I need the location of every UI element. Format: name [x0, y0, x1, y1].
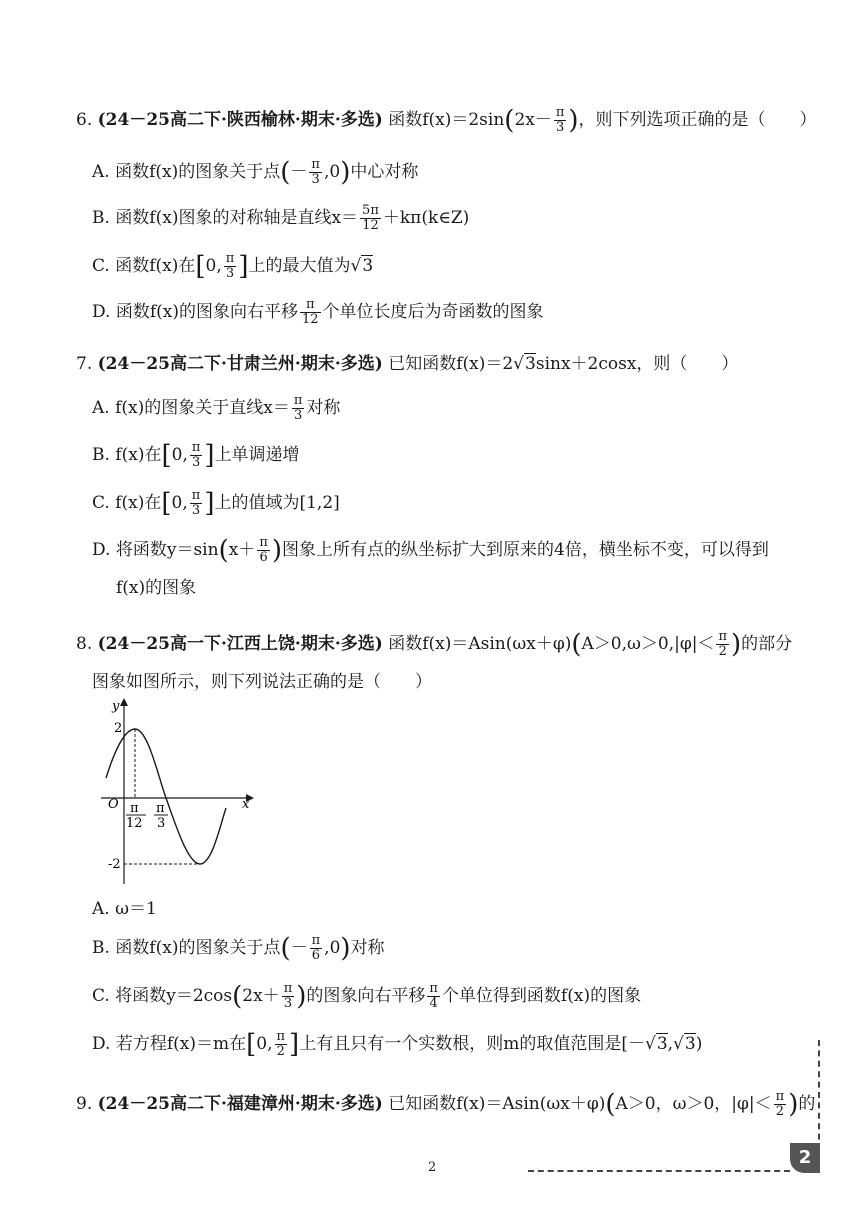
origin-label: O: [108, 797, 119, 812]
q6-option-d: D. 函数f(x)的图象向右平移 $\frac{\pi}{12}$ 个单位长度后为奇函数的图象: [92, 297, 544, 327]
q6-option-b: B. 函数f(x)图象的对称轴是直线x＝ $\frac{5\pi}{12}$ ＋kπ(k∈Z): [92, 203, 470, 233]
tick-pi12-num: π: [130, 801, 139, 816]
q8-stem: 8. (24－25高一下·江西上饶·期末·多选) 函数f(x)＝Asin(ωx＋φ)(A＞0,ω＞0,|φ|＜ $\frac{\pi}{2}$ )的部分: [76, 629, 793, 660]
q6-option-a: A. 函数f(x)的图象关于点(－ $\frac{\pi}{3}$ ,0)中心对称: [92, 157, 419, 188]
q7-option-d: D. 将函数y＝sin(x＋ $\frac{\pi}{6}$ )图象上所有点的纵坐标扩大到原来的4倍，横坐标不变，可以得到: [92, 535, 769, 566]
q7-option-b: B. f(x)在[0, $\frac{\pi}{3}$ ]上单调递增: [92, 440, 300, 471]
page-number: 2: [428, 1160, 437, 1175]
q7-option-c: C. f(x)在[0, $\frac{\pi}{3}$ ]上的值域为[1,2]: [92, 488, 340, 519]
q8-graph: [96, 696, 266, 886]
page-corner-badge: 2: [790, 1143, 820, 1173]
q6-option-c: C. 函数f(x)在[0, $\frac{\pi}{3}$ ]上的最大值为√3: [92, 251, 374, 282]
tick-pi3-den: 3: [157, 816, 166, 831]
y-axis-arrow: [120, 698, 128, 706]
q8-option-c: C. 将函数y＝2cos(2x＋ $\frac{\pi}{3}$ )的图象向右平移 $\frac{\pi}{4}$ 个单位得到函数f(x)的图象: [92, 981, 642, 1012]
q8-stem-cont: 图象如图所示，则下列说法正确的是（ ）: [92, 672, 432, 692]
q8-option-d: D. 若方程f(x)＝m在[0, $\frac{\pi}{2}$ ]上有且只有一个实数根，则m的取值范围是[－√3,√3): [92, 1029, 703, 1060]
q7-source: (24－25高二下·甘肃兰州·期末·多选): [97, 354, 383, 374]
x-axis-label: x: [242, 797, 250, 812]
q7-option-d-cont: f(x)的图象: [116, 578, 197, 598]
q8-option-b: B. 函数f(x)的图象关于点(－ $\frac{\pi}{6}$ ,0)对称: [92, 933, 385, 964]
q7-option-a: A. f(x)的图象关于直线x＝ $\frac{\pi}{3}$ 对称: [92, 393, 341, 423]
fraction: $\frac{\pi}{3}$: [555, 105, 565, 135]
y-axis-label: y: [112, 699, 120, 714]
tick-pi12-den: 12: [126, 816, 143, 831]
q6-source: (24－25高二下·陕西榆林·期末·多选): [97, 110, 383, 130]
q8-source: (24－25高一下·江西上饶·期末·多选): [97, 634, 383, 654]
q6-stem: 6. (24－25高二下·陕西榆林·期末·多选) 函数f(x)＝2sin(2x－ $\frac{\pi}{3}$ )，则下列选项正确的是（ ）: [76, 105, 817, 136]
decorative-dashed-line: [528, 1170, 790, 1172]
q9-stem: 9. (24－25高二下·福建漳州·期末·多选) 已知函数f(x)＝Asin(ωx＋φ)(A＞0，ω＞0，|φ|＜ $\frac{\pi}{2}$ )的: [76, 1089, 816, 1120]
y-max-label: 2: [114, 721, 123, 736]
q8-option-a: A. ω＝1: [92, 899, 157, 919]
decorative-dashed-line-vertical: [818, 1040, 820, 1150]
q7-stem: 7. (24－25高二下·甘肃兰州·期末·多选) 已知函数f(x)＝2√3sinx＋2cosx，则（ ）: [76, 354, 739, 374]
q9-source: (24－25高二下·福建漳州·期末·多选): [97, 1094, 383, 1114]
tick-pi3-num: π: [156, 801, 165, 816]
y-min-label: -2: [108, 857, 121, 872]
